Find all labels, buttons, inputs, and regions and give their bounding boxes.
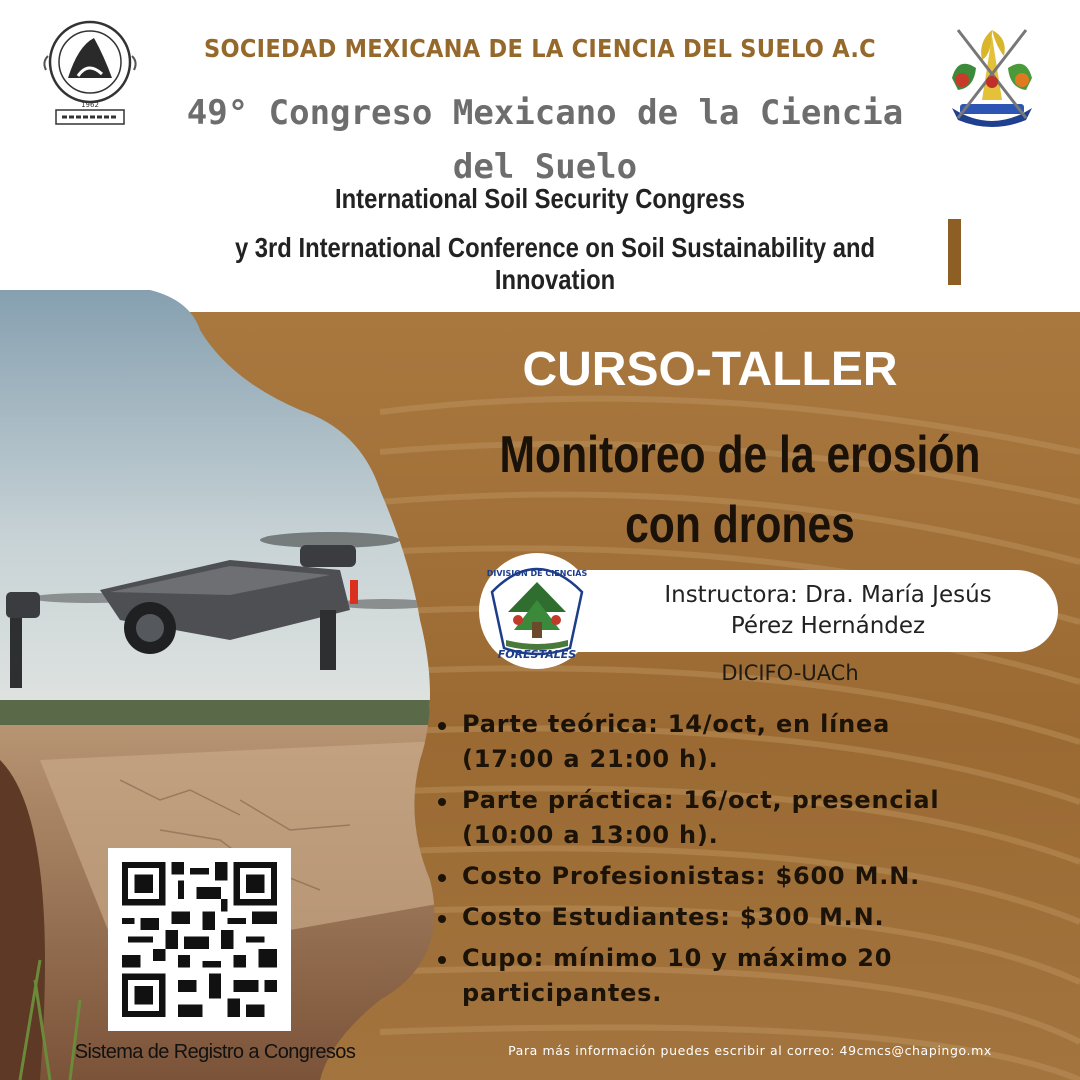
society-title: SOCIEDAD MEXICANA DE LA CIENCIA DEL SUELO A.C: [204, 34, 876, 63]
congress-title-line2: del Suelo: [452, 147, 638, 187]
intl-conference-title: [215, 232, 895, 296]
detail-capacity-line2: participantes.: [462, 979, 663, 1007]
course-details-list: [438, 707, 1078, 1011]
instructor-card: [520, 570, 1058, 652]
intl-conference-line2: Innovation: [494, 264, 616, 295]
list-item: [438, 900, 1078, 935]
instructor-line1: Instructora: Dra. María Jesús: [664, 582, 992, 608]
intl-congress-title: International Soil Security Congress: [335, 183, 745, 214]
dicifo-seal-icon: [478, 552, 596, 670]
detail-professional-cost: Costo Profesionistas: $600 M.N.: [462, 862, 920, 890]
instructor-affiliation: DICIFO-UACh: [721, 661, 859, 685]
course-kicker: CURSO-TALLER: [522, 343, 898, 396]
detail-student-cost: Costo Estudiantes: $300 M.N.: [462, 903, 885, 931]
logo-year: 1962: [81, 101, 99, 109]
registration-qr[interactable]: [108, 848, 291, 1031]
dicifo-logo-bottom-text: FORESTALES: [497, 648, 577, 661]
chapingo-crest-icon: [938, 22, 1046, 128]
qr-code-icon[interactable]: [122, 862, 277, 1017]
instructor-line2: Pérez Hernández: [730, 613, 926, 639]
detail-theory-line1: Parte teórica: 14/oct, en línea: [462, 710, 891, 738]
intl-conference-line1: y 3rd International Conference on Soil Sustainability and: [234, 232, 876, 263]
list-item: [438, 859, 1078, 894]
list-item: [438, 941, 1078, 1011]
list-item: [438, 783, 1078, 853]
detail-practice-line2: (10:00 a 13:00 h).: [462, 821, 719, 849]
detail-capacity-line1: Cupo: mínimo 10 y máximo 20: [462, 944, 893, 972]
instructor-name: [608, 580, 1048, 642]
course-title-line2: con drones: [625, 496, 855, 554]
list-item: [438, 707, 1078, 777]
detail-practice-line1: Parte práctica: 16/oct, presencial: [462, 786, 940, 814]
dicifo-logo-top-text: DIVISION DE CIENCIAS: [486, 569, 588, 578]
detail-theory-line2: (17:00 a 21:00 h).: [462, 745, 719, 773]
course-title: [486, 420, 994, 560]
congress-title-line1: 49° Congreso Mexicano de la Ciencia: [186, 93, 904, 133]
smcs-seal-icon: [38, 16, 142, 128]
accent-bar: [948, 219, 961, 285]
header: [0, 0, 1080, 320]
qr-caption: Sistema de Registro a Congresos: [74, 1041, 356, 1063]
congress-title: [165, 86, 925, 194]
course-title-line1: Monitoreo de la erosión: [499, 426, 981, 484]
contact-note: Para más información puedes escribir al correo: 49cmcs@chapingo.mx: [508, 1043, 992, 1058]
